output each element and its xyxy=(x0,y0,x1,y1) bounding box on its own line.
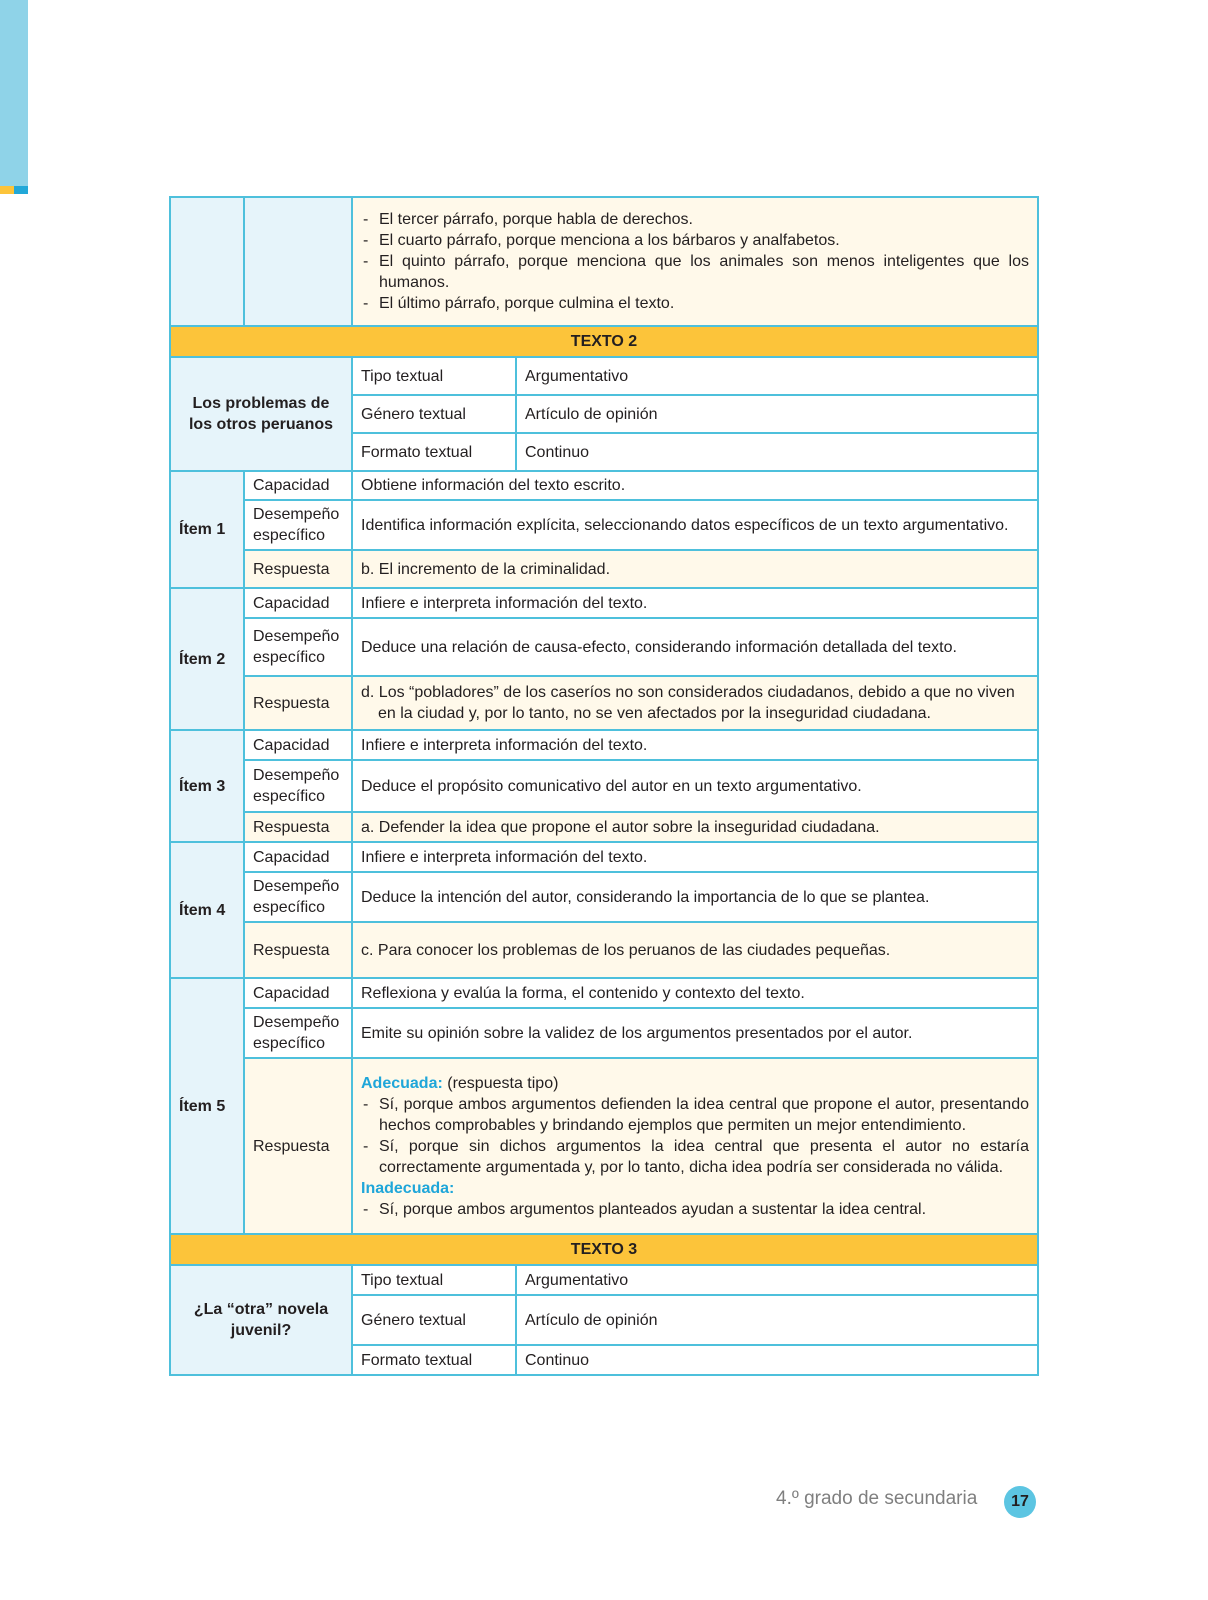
item1-respuesta: b. El incremento de la criminalidad. xyxy=(352,550,1038,588)
capacidad-label: Capacidad xyxy=(244,471,352,500)
texto2-title: Los problemas de los otros peruanos xyxy=(170,357,352,471)
desempeno-label: Desempeño específico xyxy=(244,760,352,812)
item2-respuesta-text: d. Los “pobladores” de los caseríos no son considerados ciudadanos, debido a que no viven en la ciudad y, por lo tanto, no se ven afectados por la inseguridad ciudadana. xyxy=(361,684,1015,722)
texto3-formato-value: Continuo xyxy=(516,1345,1038,1375)
table-row xyxy=(170,618,1038,676)
texto2-formato-value: Continuo xyxy=(516,433,1038,471)
respuesta-label: Respuesta xyxy=(244,812,352,842)
item1-label: Ítem 1 xyxy=(170,471,244,588)
list-item: - Sí, porque ambos argumentos defienden la idea central que propone el autor, presentando hechos comprobables y brindando ejemplos que permiten un mejor entendimiento. xyxy=(363,1095,1029,1134)
list-item: - Sí, porque sin dichos argumentos la idea central que presenta el autor no estaría correctamente argumentada y, por lo tanto, dicha idea podría ser considerada no válida. xyxy=(363,1137,1029,1176)
item5-label: Ítem 5 xyxy=(170,978,244,1234)
list-item: - El tercer párrafo, porque habla de derechos. xyxy=(363,211,693,228)
texto3-genero-label: Género textual xyxy=(352,1295,516,1345)
inadecuada-list xyxy=(361,1199,1029,1220)
table-row xyxy=(170,842,1038,872)
item3-label: Ítem 3 xyxy=(170,730,244,842)
item2-capacidad: Infiere e interpreta información del texto. xyxy=(352,588,1038,618)
adecuada-list xyxy=(361,1094,1029,1178)
capacidad-label: Capacidad xyxy=(244,978,352,1008)
table-row xyxy=(170,978,1038,1008)
list-item: - El último párrafo, porque culmina el texto. xyxy=(363,295,675,312)
table-row xyxy=(170,550,1038,588)
table-row xyxy=(170,588,1038,618)
table-row xyxy=(170,922,1038,978)
inadecuada-label: Inadecuada: xyxy=(361,1179,455,1197)
texto3-header-row xyxy=(170,1234,1038,1265)
item1-desempeno: Identifica información explícita, seleccionando datos específicos de un texto argumentativo. xyxy=(352,500,1038,550)
desempeno-label: Desempeño específico xyxy=(244,500,352,550)
texto2-header-row xyxy=(170,326,1038,357)
table-row xyxy=(170,471,1038,500)
item5-desempeno: Emite su opinión sobre la validez de los argumentos presentados por el autor. xyxy=(352,1008,1038,1058)
texto3-formato-label: Formato textual xyxy=(352,1345,516,1375)
item4-desempeno: Deduce la intención del autor, considerando la importancia de lo que se plantea. xyxy=(352,872,1038,922)
capacidad-label: Capacidad xyxy=(244,842,352,872)
side-color-strip xyxy=(0,0,28,186)
texto2-genero-label: Género textual xyxy=(352,395,516,433)
grade-label: 4.º grado de secundaria xyxy=(776,1488,978,1509)
table-row xyxy=(170,676,1038,730)
table-row xyxy=(170,500,1038,550)
texto2-tipo-value: Argumentativo xyxy=(516,357,1038,395)
texto2-tipo-label: Tipo textual xyxy=(352,357,516,395)
texto2-header: TEXTO 2 xyxy=(170,326,1038,357)
continuation-list xyxy=(361,209,1029,314)
item5-capacidad: Reflexiona y evalúa la forma, el contenido y contexto del texto. xyxy=(352,978,1038,1008)
item4-label: Ítem 4 xyxy=(170,842,244,978)
item1-capacidad: Obtiene información del texto escrito. xyxy=(352,471,1038,500)
answer-key-table xyxy=(169,196,1039,1376)
item4-respuesta: c. Para conocer los problemas de los peruanos de las ciudades pequeñas. xyxy=(352,922,1038,978)
list-item: - Sí, porque ambos argumentos planteados ayudan a sustentar la idea central. xyxy=(363,1200,927,1218)
texto2-genero-value: Artículo de opinión xyxy=(516,395,1038,433)
item2-respuesta xyxy=(352,676,1038,730)
item3-capacidad: Infiere e interpreta información del texto. xyxy=(352,730,1038,760)
item3-desempeno: Deduce el propósito comunicativo del autor en un texto argumentativo. xyxy=(352,760,1038,812)
continuation-cell xyxy=(352,197,1038,326)
capacidad-label: Capacidad xyxy=(244,730,352,760)
item3-respuesta: a. Defender la idea que propone el autor sobre la inseguridad ciudadana. xyxy=(352,812,1038,842)
desempeno-label: Desempeño específico xyxy=(244,1008,352,1058)
side-strip-yellow xyxy=(0,186,14,194)
adecuada-note: (respuesta tipo) xyxy=(447,1074,559,1092)
respuesta-label: Respuesta xyxy=(244,1058,352,1234)
continuation-row xyxy=(170,197,1038,326)
texto3-header: TEXTO 3 xyxy=(170,1234,1038,1265)
texto3-genero-value: Artículo de opinión xyxy=(516,1295,1038,1345)
list-item: - El quinto párrafo, porque menciona que los animales son menos inteligentes que los humanos. xyxy=(363,253,1029,291)
item4-capacidad: Infiere e interpreta información del texto. xyxy=(352,842,1038,872)
texto3-title: ¿La “otra” novela juvenil? xyxy=(170,1265,352,1375)
page-number: 17 xyxy=(1004,1486,1036,1518)
texto2-formato-label: Formato textual xyxy=(352,433,516,471)
table-row xyxy=(170,872,1038,922)
table-row xyxy=(170,1008,1038,1058)
texto3-tipo-label: Tipo textual xyxy=(352,1265,516,1295)
table-row xyxy=(170,760,1038,812)
desempeno-label: Desempeño específico xyxy=(244,618,352,676)
item2-desempeno: Deduce una relación de causa-efecto, considerando información detallada del texto. xyxy=(352,618,1038,676)
item5-respuesta xyxy=(352,1058,1038,1234)
texto3-tipo-value: Argumentativo xyxy=(516,1265,1038,1295)
table-row xyxy=(170,730,1038,760)
table-row xyxy=(170,812,1038,842)
respuesta-label: Respuesta xyxy=(244,922,352,978)
desempeno-label: Desempeño específico xyxy=(244,872,352,922)
respuesta-label: Respuesta xyxy=(244,550,352,588)
item2-label: Ítem 2 xyxy=(170,588,244,730)
respuesta-label: Respuesta xyxy=(244,676,352,730)
capacidad-label: Capacidad xyxy=(244,588,352,618)
side-strip-blue xyxy=(14,186,28,194)
list-item: - El cuarto párrafo, porque menciona a los bárbaros y analfabetos. xyxy=(363,232,840,249)
table-row xyxy=(170,1058,1038,1234)
adecuada-label: Adecuada: xyxy=(361,1074,443,1092)
